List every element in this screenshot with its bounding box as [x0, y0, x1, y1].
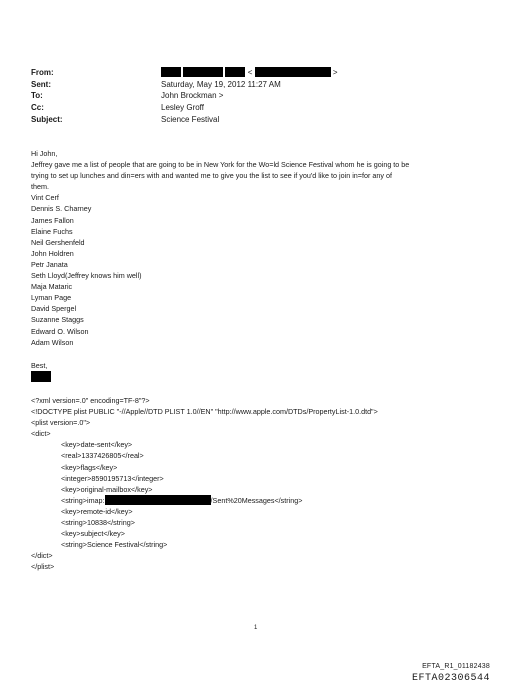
sent-value: Saturday, May 19, 2012 11:27 AM	[161, 80, 281, 89]
closing: Best,	[31, 361, 48, 370]
list-item: Petr Janata	[31, 259, 68, 269]
xml-imap-line	[31, 495, 378, 506]
list-item: Edward O. Wilson	[31, 326, 89, 336]
page-number: 1	[254, 625, 258, 631]
list-item: Vint Cerf	[31, 193, 59, 203]
xml-line: <string>10838</string>	[61, 518, 135, 528]
from-lt: <	[247, 68, 253, 77]
xml-line: <dict>	[31, 429, 51, 439]
list-item: Seth Lloyd(Jeffrey knows him well)	[31, 271, 142, 281]
list-item: Elaine Fuchs	[31, 226, 73, 236]
sent-label: Sent:	[31, 80, 51, 89]
xml-line: <plist version=.0">	[31, 418, 91, 428]
to-label: To:	[31, 91, 43, 100]
greeting: Hi John,	[31, 149, 58, 158]
to-value: John Brockman >	[161, 91, 224, 100]
imap-prefix: <string>imap:	[61, 495, 105, 505]
xml-line: <integer>8590195713</integer>	[61, 473, 164, 483]
cc-label: Cc:	[31, 103, 44, 112]
list-item: Maja Mataric	[31, 282, 73, 292]
body-line-1: Jeffrey gave me a list of people that are going to be in New York for the Wo=ld Science Festival whom he is going to be	[31, 160, 410, 170]
list-item: John Holdren	[31, 248, 74, 258]
redaction-block	[105, 495, 211, 505]
efta-large-id: EFTA02306544	[411, 673, 490, 684]
xml-line: <key>flags</key>	[61, 462, 118, 472]
imap-suffix: /Sent%20Messages</string>	[210, 495, 303, 505]
from-label: From:	[31, 68, 54, 77]
xml-line: <key>original-mailbox</key>	[61, 484, 153, 494]
list-item: Neil Gershenfeld	[31, 237, 85, 247]
body-line-2: trying to set up lunches and din=ers with and wanted me to give you the list to see if you'd like to join in=for any of	[31, 171, 392, 181]
email-body	[31, 148, 483, 348]
xml-line: <?xml version=.0" encoding=TF-8"?>	[31, 396, 150, 405]
list-item: David Spergel	[31, 304, 77, 314]
xml-line: <key>subject</key>	[61, 529, 125, 539]
redaction-block	[31, 371, 51, 382]
xml-line: <string>Science Festival</string>	[61, 540, 168, 550]
xml-line: <key>remote-id</key>	[61, 506, 133, 516]
xml-line: <key>date-sent</key>	[61, 440, 133, 450]
redaction-block	[225, 67, 245, 77]
redaction-block	[255, 67, 331, 77]
list-item: Adam Wilson	[31, 337, 74, 347]
list-item: Lyman Page	[31, 293, 72, 303]
redaction-block	[183, 67, 223, 77]
from-value	[161, 67, 338, 78]
xml-line: </plist>	[31, 562, 55, 572]
closing-block	[31, 360, 483, 382]
xml-line: <real>1337426805</real>	[61, 451, 144, 461]
body-line-3: them.	[31, 182, 49, 192]
list-item: Dennis S. Charney	[31, 204, 92, 214]
subject-label: Subject:	[31, 115, 63, 124]
signature	[31, 371, 483, 382]
efta-small-id: EFTA_R1_01182438	[422, 663, 490, 670]
list-item: Suzanne Staggs	[31, 315, 84, 325]
redaction-block	[161, 67, 181, 77]
from-gt: >	[332, 68, 338, 77]
names-list	[31, 192, 483, 347]
subject-value: Science Festival	[161, 115, 220, 124]
xml-line: <!DOCTYPE plist PUBLIC "-//Apple//DTD PLIST 1.0//EN" "http://www.apple.com/DTDs/PropertyList-1.0.dtd">	[31, 407, 378, 417]
cc-value: Lesley Groff	[161, 103, 204, 112]
xml-line: </dict>	[31, 551, 53, 561]
xml-block	[31, 395, 378, 573]
list-item: James Fallon	[31, 215, 74, 225]
